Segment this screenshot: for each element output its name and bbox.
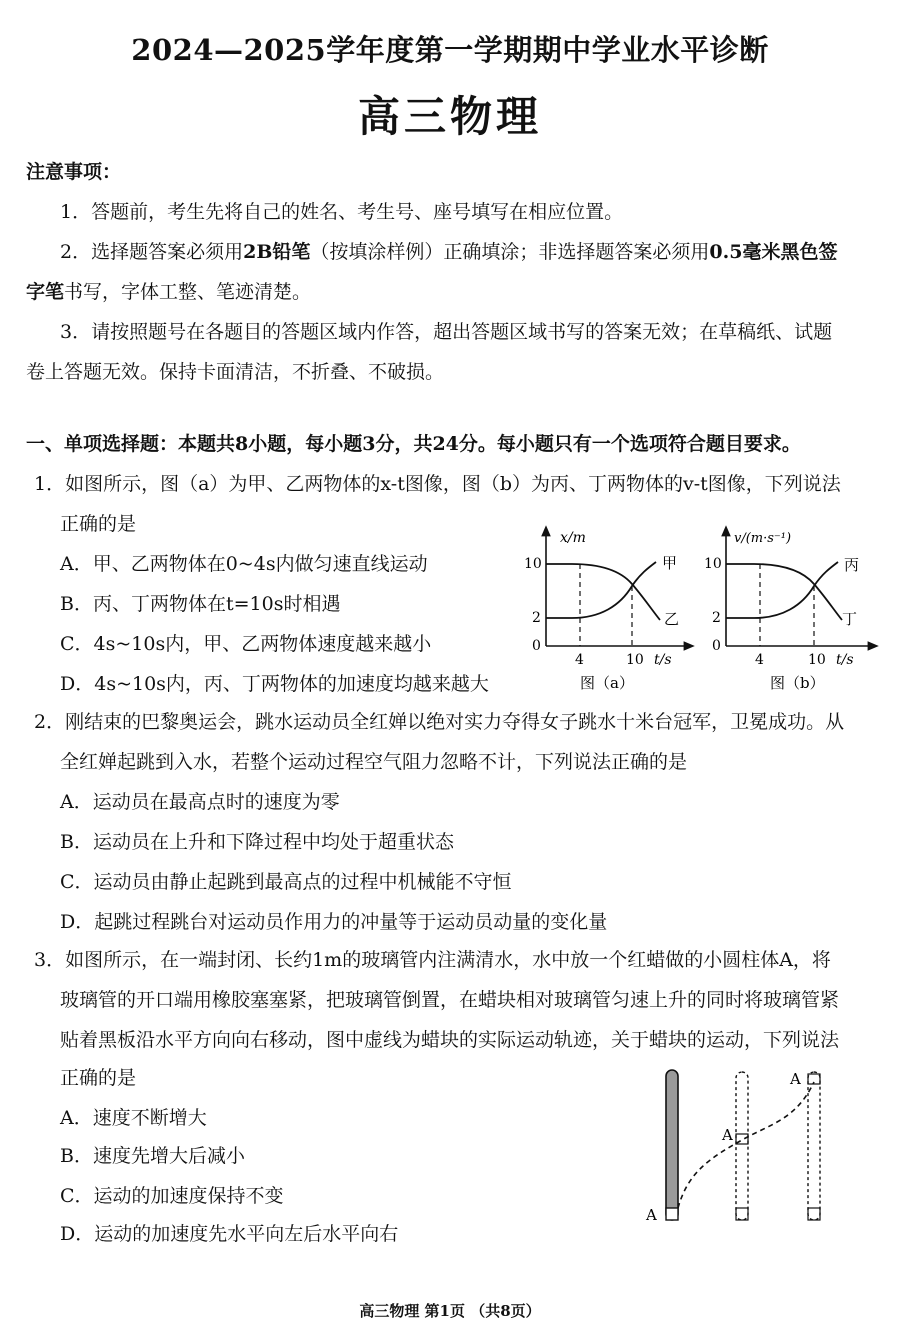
tick-x4: 4 [575, 652, 584, 668]
label-bing: 丙 [844, 556, 860, 574]
note-1: 1．答题前，考生先将自己的姓名、考生号、座号填写在相应位置。 [60, 201, 624, 223]
q1-option-c: C．4s~10s内，甲、乙两物体速度越来越小 [60, 633, 432, 655]
label-a-mid: A [722, 1126, 733, 1144]
note-3-cont: 卷上答题无效。保持卡面清洁，不折叠、不破损。 [26, 361, 445, 383]
q2-option-b: B．运动员在上升和下降过程中均处于超重状态 [60, 831, 454, 853]
label-jia: 甲 [662, 554, 678, 572]
label-a-end: A [790, 1070, 801, 1088]
tick-y2: 2 [532, 610, 541, 626]
section-1-heading: 一、单项选择题：本题共8小题，每小题3分，共24分。每小题只有一个选项符合题目要求。 [26, 433, 801, 455]
q1-option-a: A．甲、乙两物体在0~4s内做匀速直线运动 [60, 553, 428, 575]
label-a-start: A [646, 1206, 657, 1224]
q3-option-a: A．速度不断增大 [60, 1107, 207, 1129]
q1-stem: 1．如图所示，图（a）为甲、乙两物体的x-t图像，图（b）为丙、丁两物体的v-t图像，下列说法 [34, 473, 841, 495]
y-axis-label: v/(m·s⁻¹) [734, 531, 792, 546]
glass-tube-figure [640, 1062, 840, 1232]
tick-y10: 10 [524, 556, 542, 572]
q2-stem: 2．刚结束的巴黎奥运会，跳水运动员全红婵以绝对实力夺得女子跳水十米台冠军，卫冕成功。从 [34, 711, 845, 733]
page-footer: 高三物理 第1页 （共8页） [359, 1302, 541, 1320]
tick-y2: 2 [712, 610, 721, 626]
q2-option-c: C．运动员由静止起跳到最高点的过程中机械能不守恒 [60, 871, 512, 893]
curve-bing [726, 562, 838, 618]
tube-2 [736, 1072, 748, 1220]
q1-option-b: B．丙、丁两物体在t=10s时相遇 [60, 593, 341, 615]
x-axis-label: t/s [836, 652, 854, 668]
q3-stem-cont-2: 贴着黑板沿水平方向向右移动，图中虚线为蜡块的实际运动轨迹，关于蜡块的运动，下列说法 [60, 1029, 840, 1051]
note-3: 3．请按照题号在各题目的答题区域内作答，超出答题区域书写的答案无效；在草稿纸、试题 [60, 321, 833, 343]
tick-origin: 0 [712, 638, 721, 654]
tick-x4: 4 [755, 652, 764, 668]
tube-1 [666, 1070, 678, 1220]
q3-stem-cont-3: 正确的是 [60, 1067, 137, 1089]
q1-option-d: D．4s~10s内，丙、丁两物体的加速度均越来越大 [60, 673, 489, 695]
caption-b: 图（b） [770, 674, 825, 692]
q3-option-c: C．运动的加速度保持不变 [60, 1185, 284, 1207]
wax-trajectory [678, 1082, 814, 1208]
q1-stem-cont: 正确的是 [60, 513, 137, 535]
tick-origin: 0 [532, 638, 541, 654]
tick-y10: 10 [704, 556, 722, 572]
tube-3 [808, 1072, 820, 1220]
y-axis-label: x/m [560, 530, 586, 546]
wax-block-1 [666, 1208, 678, 1220]
label-yi: 乙 [664, 610, 680, 628]
graph-b-vt [702, 524, 887, 696]
exam-title: 2024—2025学年度第一学期期中学业水平诊断 [131, 33, 769, 67]
q3-stem-cont-1: 玻璃管的开口端用橡胶塞塞紧，把玻璃管倒置，在蜡块相对玻璃管匀速上升的同时将玻璃管紧 [60, 989, 840, 1011]
label-ding: 丁 [842, 610, 858, 628]
caption-a: 图（a） [580, 674, 634, 692]
tick-x10: 10 [626, 652, 644, 668]
note-2-cont: 字笔书写，字体工整、笔迹清楚。 [26, 281, 312, 303]
q2-stem-cont: 全红婵起跳到入水，若整个运动过程空气阻力忽略不计，下列说法正确的是 [60, 751, 688, 773]
tick-x10: 10 [808, 652, 826, 668]
curve-jia [546, 562, 656, 618]
graph-a-xt [520, 524, 700, 696]
q2-option-a: A．运动员在最高点时的速度为零 [60, 791, 340, 813]
q3-option-d: D．运动的加速度先水平向左后水平向右 [60, 1223, 399, 1245]
q2-option-d: D．起跳过程跳台对运动员作用力的冲量等于运动员动量的变化量 [60, 911, 608, 933]
subject-title: 高三物理 [357, 92, 542, 141]
q3-stem: 3．如图所示，在一端封闭、长约1m的玻璃管内注满清水，水中放一个红蜡做的小圆柱体A，将 [34, 949, 831, 971]
q3-option-b: B．速度先增大后减小 [60, 1145, 245, 1167]
x-axis-label: t/s [654, 652, 672, 668]
note-2: 2．选择题答案必须用2B铅笔（按填涂样例）正确填涂；非选择题答案必须用0.5毫米黑色签 [60, 241, 838, 263]
notes-heading: 注意事项： [26, 161, 122, 183]
